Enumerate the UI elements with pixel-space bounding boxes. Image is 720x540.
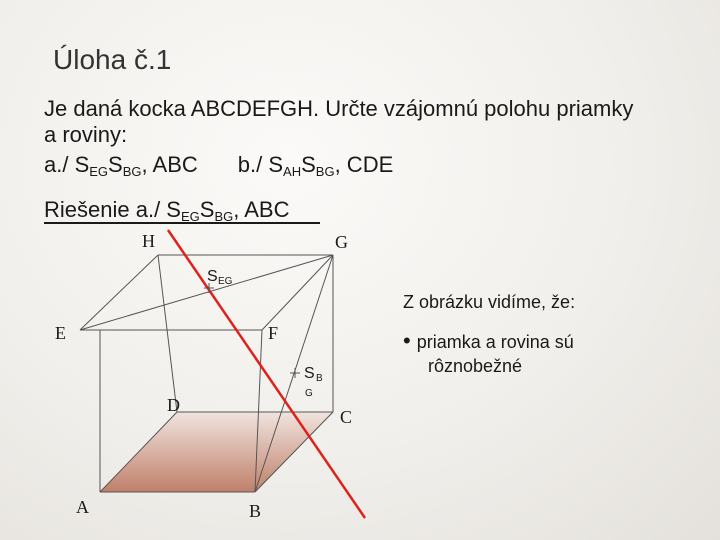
vertex-label-g: G bbox=[335, 232, 348, 252]
conclusion-bullet-line bbox=[403, 328, 574, 354]
edge-dh bbox=[158, 255, 177, 412]
vertex-label-d: D bbox=[167, 395, 180, 415]
diagonal-eg bbox=[80, 255, 333, 330]
midpoint-label-sbg-sub1: B bbox=[316, 373, 323, 384]
conclusion-intro: Z obrázku vidíme, že: bbox=[403, 292, 576, 312]
midpoint-label-sbg: S bbox=[304, 365, 315, 382]
midpoint-label-sbg-sub2: G bbox=[305, 388, 313, 399]
task-a: a./ $S_{EG}S_{BG}$, ABC bbox=[44, 152, 198, 179]
vertex-label-h: H bbox=[142, 231, 155, 251]
vertex-label-b: B bbox=[249, 501, 262, 521]
task-line-1: Je daná kocka ABCDEFGH. Určte vzájomnú polohu priamky bbox=[44, 96, 634, 121]
task-line-2: a roviny: bbox=[44, 122, 128, 147]
conclusion-line-2: rôznobežné bbox=[428, 356, 523, 376]
midpoint-label-seg: S bbox=[207, 268, 218, 285]
task-b: b./ $S_{AH}S_{BG}$, CDE bbox=[237, 152, 394, 179]
edge-fg bbox=[262, 255, 333, 330]
vertex-label-e: E bbox=[55, 323, 66, 343]
solution-heading: Riešenie a./ $S_{EG}S_{BG}$, ABC bbox=[44, 197, 290, 224]
vertex-label-c: C bbox=[340, 407, 353, 427]
bullet-icon: • bbox=[403, 328, 411, 353]
vertex-label-a: A bbox=[76, 497, 89, 517]
slide-title: Úloha č.1 bbox=[53, 44, 172, 75]
vertex-label-f: F bbox=[268, 323, 279, 343]
conclusion-line-1: priamka a rovina sú bbox=[416, 332, 574, 352]
midpoint-label-seg-sub: EG bbox=[218, 276, 233, 287]
plane-abc bbox=[100, 412, 333, 492]
